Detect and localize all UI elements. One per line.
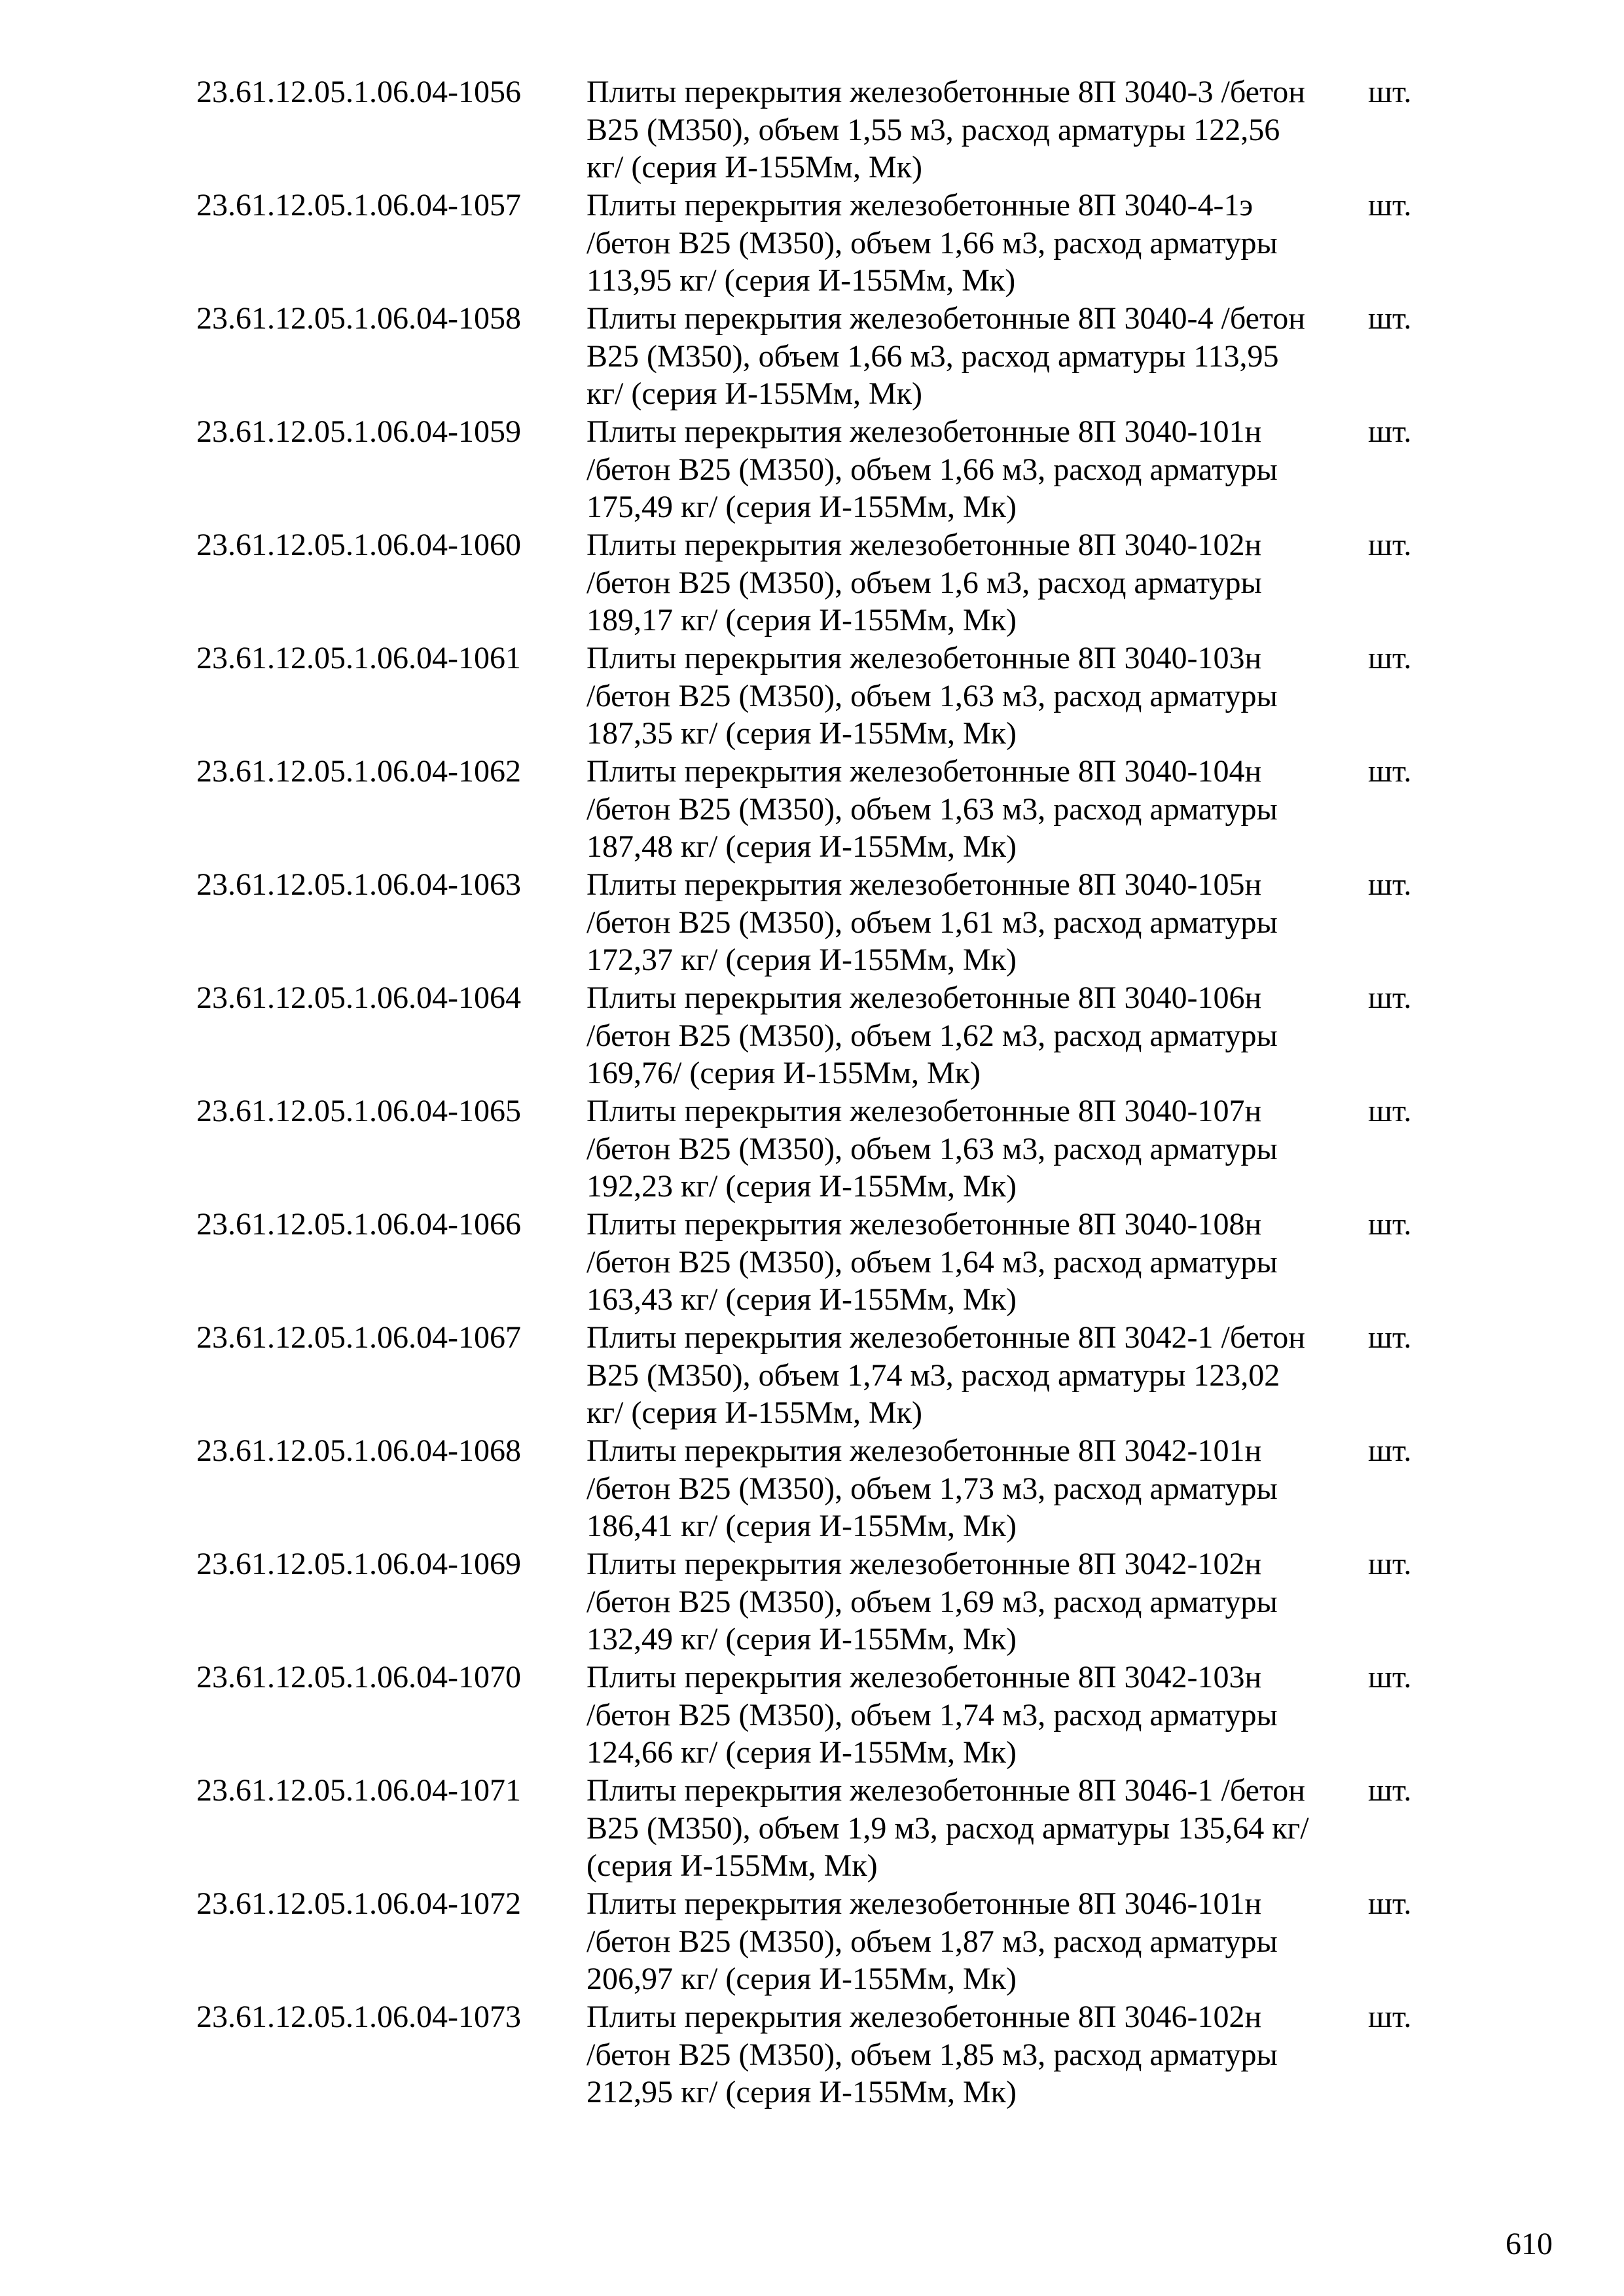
item-description	[586, 1432, 1368, 1545]
item-unit: шт.	[1368, 301, 1412, 336]
description-line: 187,35 кг/ (серия И-155Мм, Мк)	[586, 716, 1017, 751]
description-line: 189,17 кг/ (серия И-155Мм, Мк)	[586, 603, 1017, 637]
item-unit: шт.	[1368, 754, 1412, 789]
description-line: кг/ (серия И-155Мм, Мк)	[586, 150, 922, 185]
table-row	[196, 1545, 1440, 1659]
item-description	[586, 413, 1368, 526]
description-line: B25 (М350), объем 1,9 м3, расход арматуры 135,64 кг/	[586, 1810, 1309, 1846]
description-line: 163,43 кг/ (серия И-155Мм, Мк)	[586, 1282, 1017, 1317]
table-row	[196, 639, 1440, 753]
page-number: 610	[1506, 2227, 1553, 2261]
description-line: /бетон B25 (М350), объем 1,73 м3, расход арматуры	[586, 1471, 1278, 1506]
table-row	[196, 413, 1440, 526]
description-line: 113,95 кг/ (серия И-155Мм, Мк)	[586, 263, 1016, 298]
description-line: 206,97 кг/ (серия И-155Мм, Мк)	[586, 1962, 1017, 1996]
description-line: Плиты перекрытия железобетонные 8П 3040-107н	[586, 1094, 1262, 1128]
description-line: /бетон B25 (М350), объем 1,6 м3, расход арматуры	[586, 565, 1262, 600]
table-row	[196, 1998, 1440, 2111]
description-line: 212,95 кг/ (серия И-155Мм, Мк)	[586, 2075, 1017, 2109]
description-line: 187,48 кг/ (серия И-155Мм, Мк)	[586, 829, 1017, 864]
description-line: /бетон B25 (М350), объем 1,63 м3, расход арматуры	[586, 791, 1278, 827]
description-line: Плиты перекрытия железобетонные 8П 3042-102н	[586, 1547, 1262, 1581]
item-description	[586, 753, 1368, 866]
table-row	[196, 300, 1440, 413]
item-description	[586, 73, 1368, 187]
description-line: Плиты перекрытия железобетонные 8П 3040-4 /бетон	[586, 301, 1305, 336]
description-line: /бетон B25 (М350), объем 1,87 м3, расход арматуры	[586, 1924, 1278, 1959]
table-row	[196, 753, 1440, 866]
item-description	[586, 1885, 1368, 1998]
description-line: /бетон B25 (М350), объем 1,63 м3, расход арматуры	[586, 678, 1278, 713]
description-line: /бетон B25 (М350), объем 1,61 м3, расход арматуры	[586, 905, 1278, 940]
description-line: /бетон B25 (М350), объем 1,62 м3, расход арматуры	[586, 1018, 1278, 1053]
item-description	[586, 1092, 1368, 1206]
table-row	[196, 1772, 1440, 1885]
item-code: 23.61.12.05.1.06.04-1062	[196, 754, 521, 789]
item-description	[586, 526, 1368, 639]
description-line: 186,41 кг/ (серия И-155Мм, Мк)	[586, 1509, 1017, 1543]
item-unit: шт.	[1368, 867, 1412, 902]
item-unit: шт.	[1368, 1660, 1412, 1695]
description-line: /бетон B25 (М350), объем 1,85 м3, расход арматуры	[586, 2037, 1278, 2072]
item-unit: шт.	[1368, 1094, 1412, 1128]
description-line: /бетон B25 (М350), объем 1,63 м3, расход арматуры	[586, 1131, 1278, 1166]
description-line: Плиты перекрытия железобетонные 8П 3040-106н	[586, 980, 1262, 1015]
description-line: Плиты перекрытия железобетонные 8П 3040-108н	[586, 1207, 1262, 1242]
item-description	[586, 1319, 1368, 1432]
item-description	[586, 1998, 1368, 2111]
description-line: 124,66 кг/ (серия И-155Мм, Мк)	[586, 1735, 1017, 1770]
table-row	[196, 979, 1440, 1092]
table-row	[196, 1432, 1440, 1545]
item-code: 23.61.12.05.1.06.04-1060	[196, 528, 521, 562]
description-line: Плиты перекрытия железобетонные 8П 3046-1 /бетон	[586, 1773, 1305, 1808]
description-line: B25 (М350), объем 1,55 м3, расход арматуры 122,56	[586, 112, 1280, 147]
item-code: 23.61.12.05.1.06.04-1069	[196, 1547, 521, 1581]
item-code: 23.61.12.05.1.06.04-1065	[196, 1094, 521, 1128]
description-line: B25 (М350), объем 1,66 м3, расход арматуры 113,95	[586, 338, 1279, 374]
table-row	[196, 1092, 1440, 1206]
description-line: /бетон B25 (М350), объем 1,66 м3, расход арматуры	[586, 452, 1278, 487]
description-line: 169,76/ (серия И-155Мм, Мк)	[586, 1056, 981, 1090]
item-code: 23.61.12.05.1.06.04-1064	[196, 980, 521, 1015]
description-line: Плиты перекрытия железобетонные 8П 3042-103н	[586, 1660, 1262, 1695]
item-description	[586, 1206, 1368, 1319]
item-code: 23.61.12.05.1.06.04-1056	[196, 75, 521, 109]
description-line: /бетон B25 (М350), объем 1,69 м3, расход арматуры	[586, 1584, 1278, 1619]
item-description	[586, 1772, 1368, 1885]
description-line: 175,49 кг/ (серия И-155Мм, Мк)	[586, 490, 1017, 524]
table-row	[196, 1319, 1440, 1432]
table-row	[196, 1659, 1440, 1772]
item-unit: шт.	[1368, 1886, 1412, 1921]
item-code: 23.61.12.05.1.06.04-1066	[196, 1207, 521, 1242]
table-row	[196, 187, 1440, 300]
item-code: 23.61.12.05.1.06.04-1070	[196, 1660, 521, 1695]
item-code: 23.61.12.05.1.06.04-1067	[196, 1320, 521, 1355]
description-line: Плиты перекрытия железобетонные 8П 3040-102н	[586, 528, 1262, 562]
description-line: Плиты перекрытия железобетонные 8П 3042-101н	[586, 1433, 1262, 1468]
item-code: 23.61.12.05.1.06.04-1058	[196, 301, 521, 336]
item-code: 23.61.12.05.1.06.04-1073	[196, 2000, 521, 2034]
description-line: B25 (М350), объем 1,74 м3, расход арматуры 123,02	[586, 1357, 1280, 1393]
item-code: 23.61.12.05.1.06.04-1071	[196, 1773, 521, 1808]
description-line: Плиты перекрытия железобетонные 8П 3040-3 /бетон	[586, 75, 1305, 109]
description-line: (серия И-155Мм, Мк)	[586, 1848, 878, 1883]
item-description	[586, 187, 1368, 300]
description-line: 172,37 кг/ (серия И-155Мм, Мк)	[586, 942, 1017, 977]
description-line: Плиты перекрытия железобетонные 8П 3040-104н	[586, 754, 1262, 789]
item-code: 23.61.12.05.1.06.04-1057	[196, 188, 521, 223]
description-line: Плиты перекрытия железобетонные 8П 3040-105н	[586, 867, 1262, 902]
description-line: 192,23 кг/ (серия И-155Мм, Мк)	[586, 1169, 1017, 1204]
item-code: 23.61.12.05.1.06.04-1072	[196, 1886, 521, 1921]
item-unit: шт.	[1368, 2000, 1412, 2034]
description-line: Плиты перекрытия железобетонные 8П 3040-103н	[586, 641, 1262, 675]
description-line: /бетон B25 (М350), объем 1,64 м3, расход арматуры	[586, 1244, 1278, 1280]
item-code: 23.61.12.05.1.06.04-1068	[196, 1433, 521, 1468]
table-row	[196, 1885, 1440, 1998]
item-unit: шт.	[1368, 1773, 1412, 1808]
item-unit: шт.	[1368, 1433, 1412, 1468]
description-line: Плиты перекрытия железобетонные 8П 3046-101н	[586, 1886, 1262, 1921]
table-row	[196, 866, 1440, 979]
item-unit: шт.	[1368, 528, 1412, 562]
description-line: Плиты перекрытия железобетонные 8П 3040-101н	[586, 414, 1262, 449]
description-line: /бетон B25 (М350), объем 1,66 м3, расход арматуры	[586, 225, 1278, 260]
description-line: Плиты перекрытия железобетонные 8П 3042-1 /бетон	[586, 1320, 1305, 1355]
item-unit: шт.	[1368, 641, 1412, 675]
item-unit: шт.	[1368, 188, 1412, 223]
table-row	[196, 73, 1440, 187]
item-description	[586, 979, 1368, 1092]
item-code: 23.61.12.05.1.06.04-1059	[196, 414, 521, 449]
item-code: 23.61.12.05.1.06.04-1063	[196, 867, 521, 902]
description-line: кг/ (серия И-155Мм, Мк)	[586, 1395, 922, 1430]
item-unit: шт.	[1368, 75, 1412, 109]
item-unit: шт.	[1368, 980, 1412, 1015]
description-line: Плиты перекрытия железобетонные 8П 3040-4-1э	[586, 188, 1254, 223]
description-line: Плиты перекрытия железобетонные 8П 3046-102н	[586, 2000, 1262, 2034]
item-unit: шт.	[1368, 414, 1412, 449]
description-line: 132,49 кг/ (серия И-155Мм, Мк)	[586, 1622, 1017, 1657]
item-description	[586, 639, 1368, 753]
item-unit: шт.	[1368, 1320, 1412, 1355]
item-description	[586, 300, 1368, 413]
table-row	[196, 1206, 1440, 1319]
description-line: кг/ (серия И-155Мм, Мк)	[586, 376, 922, 411]
item-unit: шт.	[1368, 1547, 1412, 1581]
item-description	[586, 1545, 1368, 1659]
description-line: /бетон B25 (М350), объем 1,74 м3, расход арматуры	[586, 1697, 1278, 1732]
item-description	[586, 866, 1368, 979]
item-unit: шт.	[1368, 1207, 1412, 1242]
item-description	[586, 1659, 1368, 1772]
table-row	[196, 526, 1440, 639]
item-code: 23.61.12.05.1.06.04-1061	[196, 641, 521, 675]
price-list-table	[196, 73, 1440, 2111]
